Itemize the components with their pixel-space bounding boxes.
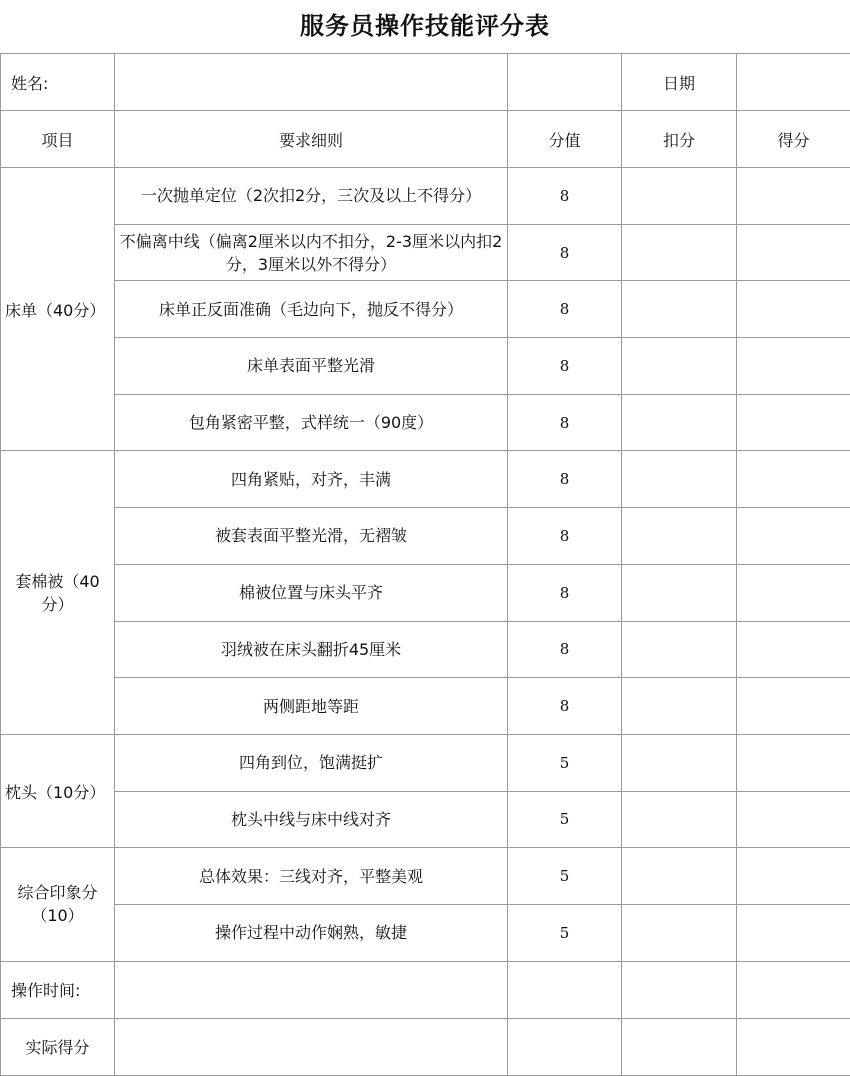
score-cell[interactable]: [737, 451, 850, 508]
operation-time-field[interactable]: [115, 961, 508, 1018]
requirement-cell: 被套表面平整光滑，无褶皱: [115, 508, 508, 565]
points-cell: 8: [508, 394, 622, 451]
score-cell[interactable]: [737, 168, 850, 225]
table-row: [1, 168, 850, 225]
points-cell: 8: [508, 281, 622, 338]
score-cell[interactable]: [737, 848, 850, 905]
table-row: [1, 508, 850, 565]
header-row: [1, 111, 850, 168]
deduction-cell[interactable]: [622, 621, 737, 678]
date-label: 日期: [622, 54, 737, 111]
blank-cell: [508, 54, 622, 111]
category-label: 综合印象分（10）: [1, 848, 115, 961]
points-cell: 5: [508, 848, 622, 905]
requirement-cell: 不偏离中线（偏离2厘米以内不扣分，2-3厘米以内扣2分，3厘米以外不得分）: [115, 224, 508, 281]
requirement-cell: 总体效果：三线对齐，平整美观: [115, 848, 508, 905]
requirement-cell: 两侧距地等距: [115, 678, 508, 735]
deduction-cell[interactable]: [622, 508, 737, 565]
requirement-cell: 四角到位，饱满挺扩: [115, 734, 508, 791]
points-cell: 8: [508, 224, 622, 281]
page-title: 服务员操作技能评分表: [0, 0, 850, 53]
deduction-cell[interactable]: [622, 394, 737, 451]
actual-score-label: 实际得分: [1, 1018, 115, 1075]
table-row: [1, 564, 850, 621]
score-cell[interactable]: [737, 621, 850, 678]
table-row: [1, 904, 850, 961]
requirement-cell: 棉被位置与床头平齐: [115, 564, 508, 621]
requirement-cell: 枕头中线与床中线对齐: [115, 791, 508, 848]
deduction-cell[interactable]: [622, 678, 737, 735]
header-score: 得分: [737, 111, 850, 168]
actual-score-row: [1, 1018, 850, 1075]
header-deduction: 扣分: [622, 111, 737, 168]
score-cell[interactable]: [737, 338, 850, 395]
requirement-cell: 包角紧密平整，式样统一（90度）: [115, 394, 508, 451]
points-cell: 8: [508, 564, 622, 621]
score-cell[interactable]: [737, 281, 850, 338]
score-cell[interactable]: [737, 224, 850, 281]
score-cell[interactable]: [737, 564, 850, 621]
blank-cell: [508, 1018, 622, 1075]
requirement-cell: 床单表面平整光滑: [115, 338, 508, 395]
table-row: [1, 224, 850, 281]
table-row: [1, 338, 850, 395]
requirement-cell: 羽绒被在床头翻折45厘米: [115, 621, 508, 678]
scoring-table: [0, 53, 850, 1076]
points-cell: 8: [508, 168, 622, 225]
blank-cell: [737, 961, 850, 1018]
points-cell: 8: [508, 451, 622, 508]
deduction-cell[interactable]: [622, 224, 737, 281]
header-requirements: 要求细则: [115, 111, 508, 168]
blank-cell: [508, 961, 622, 1018]
blank-cell: [622, 961, 737, 1018]
deduction-cell[interactable]: [622, 281, 737, 338]
points-cell: 8: [508, 678, 622, 735]
date-field[interactable]: [737, 54, 850, 111]
deduction-cell[interactable]: [622, 734, 737, 791]
score-cell[interactable]: [737, 791, 850, 848]
blank-cell: [737, 1018, 850, 1075]
operation-time-row: [1, 961, 850, 1018]
points-cell: 5: [508, 734, 622, 791]
deduction-cell[interactable]: [622, 791, 737, 848]
requirement-cell: 一次抛单定位（2次扣2分，三次及以上不得分）: [115, 168, 508, 225]
deduction-cell[interactable]: [622, 848, 737, 905]
table-row: [1, 281, 850, 338]
points-cell: 5: [508, 904, 622, 961]
table-row: [1, 394, 850, 451]
score-cell[interactable]: [737, 508, 850, 565]
table-row: [1, 848, 850, 905]
info-row: [1, 54, 850, 111]
points-cell: 8: [508, 508, 622, 565]
requirement-cell: 操作过程中动作娴熟，敏捷: [115, 904, 508, 961]
table-row: [1, 734, 850, 791]
deduction-cell[interactable]: [622, 564, 737, 621]
table-row: [1, 678, 850, 735]
category-label: 枕头（10分）: [1, 734, 115, 847]
blank-cell: [622, 1018, 737, 1075]
deduction-cell[interactable]: [622, 451, 737, 508]
table-row: [1, 621, 850, 678]
table-row: [1, 451, 850, 508]
score-cell[interactable]: [737, 678, 850, 735]
name-field[interactable]: [115, 54, 508, 111]
deduction-cell[interactable]: [622, 904, 737, 961]
category-label: 床单（40分）: [1, 168, 115, 451]
deduction-cell[interactable]: [622, 168, 737, 225]
score-cell[interactable]: [737, 734, 850, 791]
category-label: 套棉被（40分）: [1, 451, 115, 734]
name-label: 姓名:: [1, 54, 115, 111]
requirement-cell: 床单正反面准确（毛边向下，抛反不得分）: [115, 281, 508, 338]
deduction-cell[interactable]: [622, 338, 737, 395]
header-points: 分值: [508, 111, 622, 168]
actual-score-field[interactable]: [115, 1018, 508, 1075]
header-item: 项目: [1, 111, 115, 168]
score-cell[interactable]: [737, 394, 850, 451]
points-cell: 5: [508, 791, 622, 848]
requirement-cell: 四角紧贴，对齐，丰满: [115, 451, 508, 508]
score-cell[interactable]: [737, 904, 850, 961]
operation-time-label: 操作时间:: [1, 961, 115, 1018]
points-cell: 8: [508, 338, 622, 395]
table-row: [1, 791, 850, 848]
points-cell: 8: [508, 621, 622, 678]
